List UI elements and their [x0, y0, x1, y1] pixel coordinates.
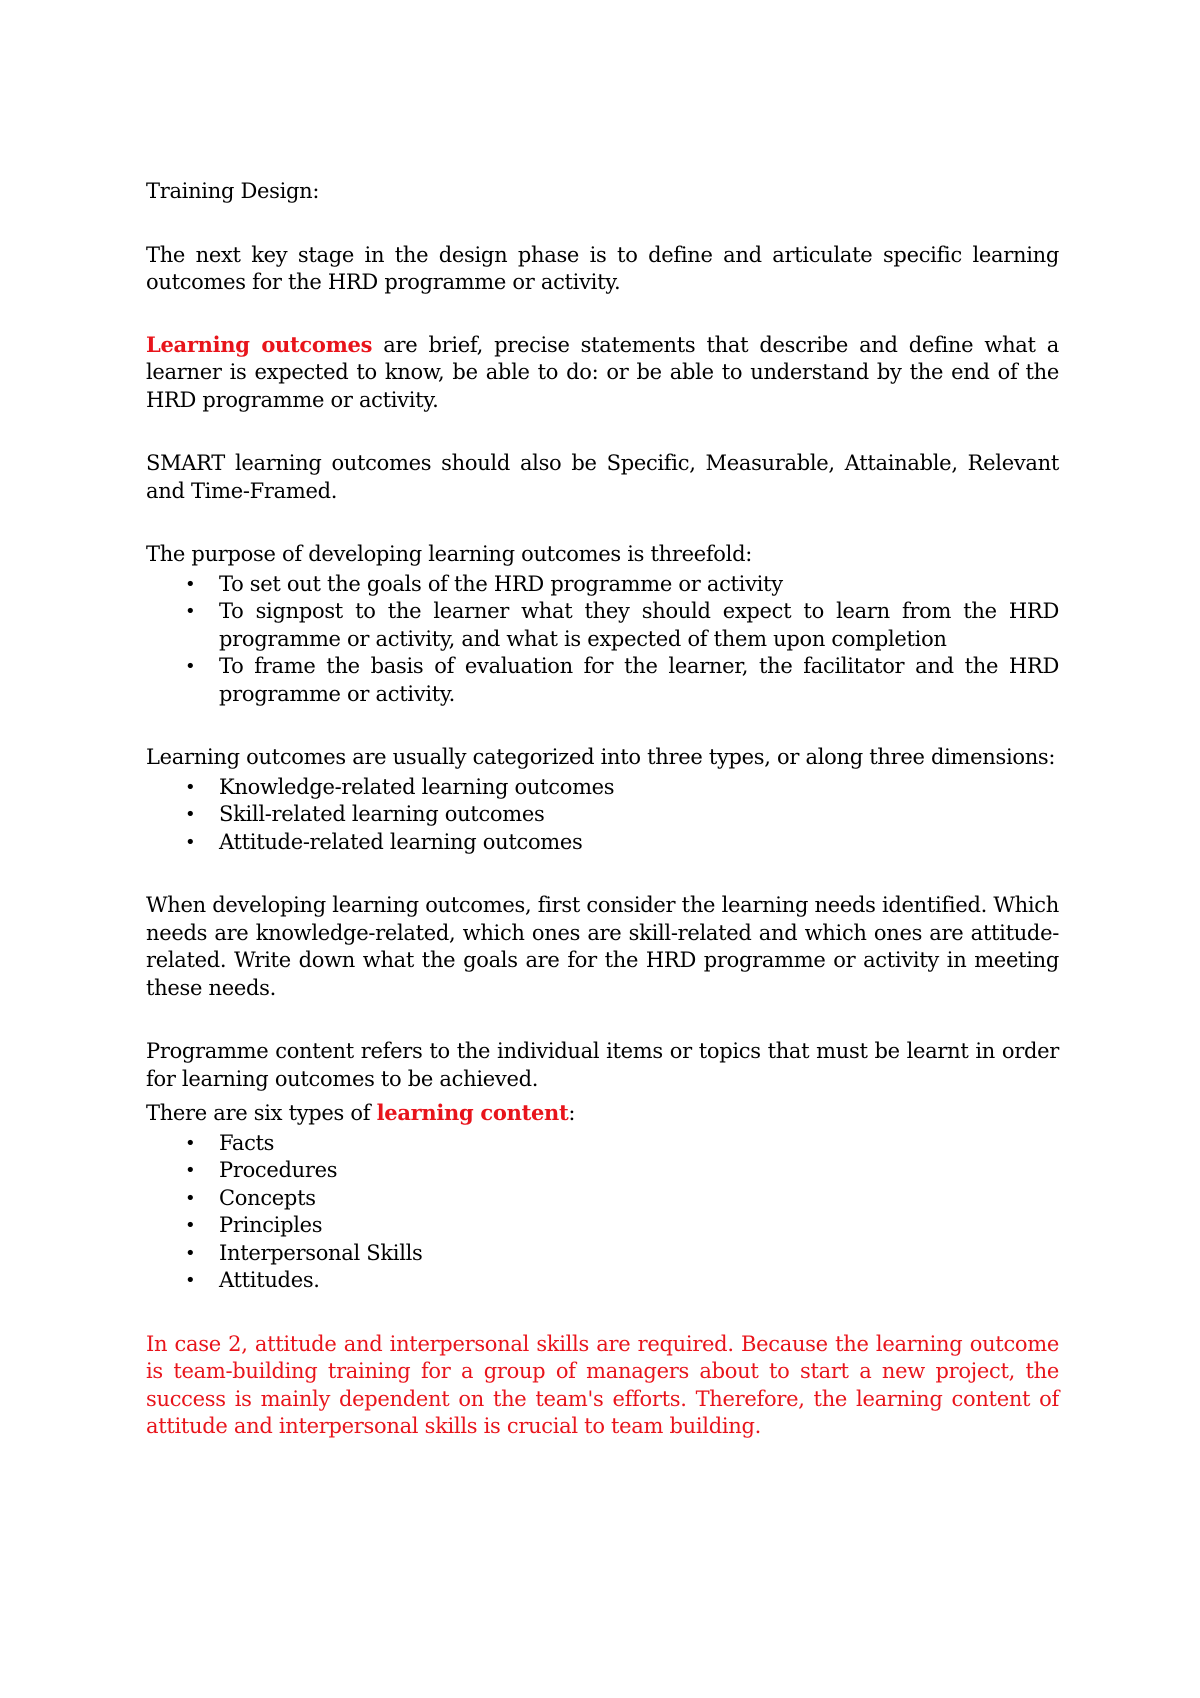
definition-text: are brief, precise statements that describe and define what a learner is expected to know, be able to do: or be able to understand by the end of the HRD programme or activity.	[146, 332, 1059, 412]
bullet-icon: •	[185, 831, 196, 853]
bullet-icon: •	[185, 804, 196, 825]
case-note-paragraph: In case 2, attitude and interpersonal skills are required. Because the learning outcome is team-building training for a group of managers about to start a new project, the success is mainly dependent on the team's efforts. Therefore, the learning content of attitude and interpersonal skills is crucial to team building.	[146, 1331, 1059, 1438]
developing-paragraph: When developing learning outcomes, first consider the learning needs identified. Which needs are knowledge-related, which ones are skill-related and which ones are attitude-related. Write down what the goals are for the HRD programme or activity in meeting these needs.	[146, 893, 1059, 1000]
bullet-icon: •	[185, 776, 196, 798]
definition-term: Learning outcomes	[146, 331, 373, 357]
content-definition-paragraph: Programme content refers to the individual items or topics that must be learnt in order for learning outcomes to be achieved.	[146, 1039, 1059, 1091]
list-item: • Interpersonal Skills	[146, 1240, 1059, 1268]
list-item: • Knowledge-related learning outcomes	[146, 774, 1059, 802]
types-lead: Learning outcomes are usually categorized into three types, or along three dimensions:	[146, 745, 1056, 769]
content-types-list	[146, 1130, 1059, 1295]
list-item: • Attitudes.	[146, 1267, 1059, 1295]
list-item: • Principles	[146, 1212, 1059, 1240]
content-term: learning content	[376, 1100, 569, 1125]
bullet-icon: •	[185, 1160, 196, 1181]
document-page	[146, 178, 1059, 1441]
purpose-lead: The purpose of developing learning outcomes is threefold:	[146, 542, 752, 566]
bullet-icon: •	[185, 1132, 196, 1154]
list-item: • Facts	[146, 1130, 1059, 1158]
bullet-icon: •	[185, 1270, 196, 1291]
list-item: • Attitude-related learning outcomes	[146, 829, 1059, 857]
list-item: • To set out the goals of the HRD programme or activity	[146, 571, 1059, 599]
smart-paragraph: SMART learning outcomes should also be Specific, Measurable, Attainable, Relevant and Time-Framed.	[146, 451, 1059, 503]
bullet-icon: •	[185, 573, 196, 595]
bullet-icon: •	[185, 1187, 196, 1209]
purpose-list	[146, 571, 1059, 709]
content-types-lead: There are six types of learning content:	[146, 1100, 576, 1125]
list-item: • Procedures	[146, 1157, 1059, 1185]
page-title: Training Design:	[146, 179, 320, 203]
intro-paragraph: The next key stage in the design phase is to define and articulate specific learning outcomes for the HRD programme or activity.	[146, 242, 1059, 294]
bullet-icon: •	[185, 1215, 196, 1236]
bullet-icon: •	[185, 1242, 196, 1264]
list-item: • Concepts	[146, 1185, 1059, 1213]
types-list	[146, 774, 1059, 857]
bullet-icon: •	[185, 601, 196, 622]
list-item: • Skill-related learning outcomes	[146, 801, 1059, 829]
list-item: • To frame the basis of evaluation for the learner, the facilitator and the HRD programme or activity.	[185, 654, 1059, 706]
definition-paragraph	[146, 331, 1059, 415]
list-item: • To signpost to the learner what they should expect to learn from the HRD programme or activity, and what is expected of them upon completion	[185, 599, 1059, 651]
bullet-icon: •	[185, 656, 196, 677]
